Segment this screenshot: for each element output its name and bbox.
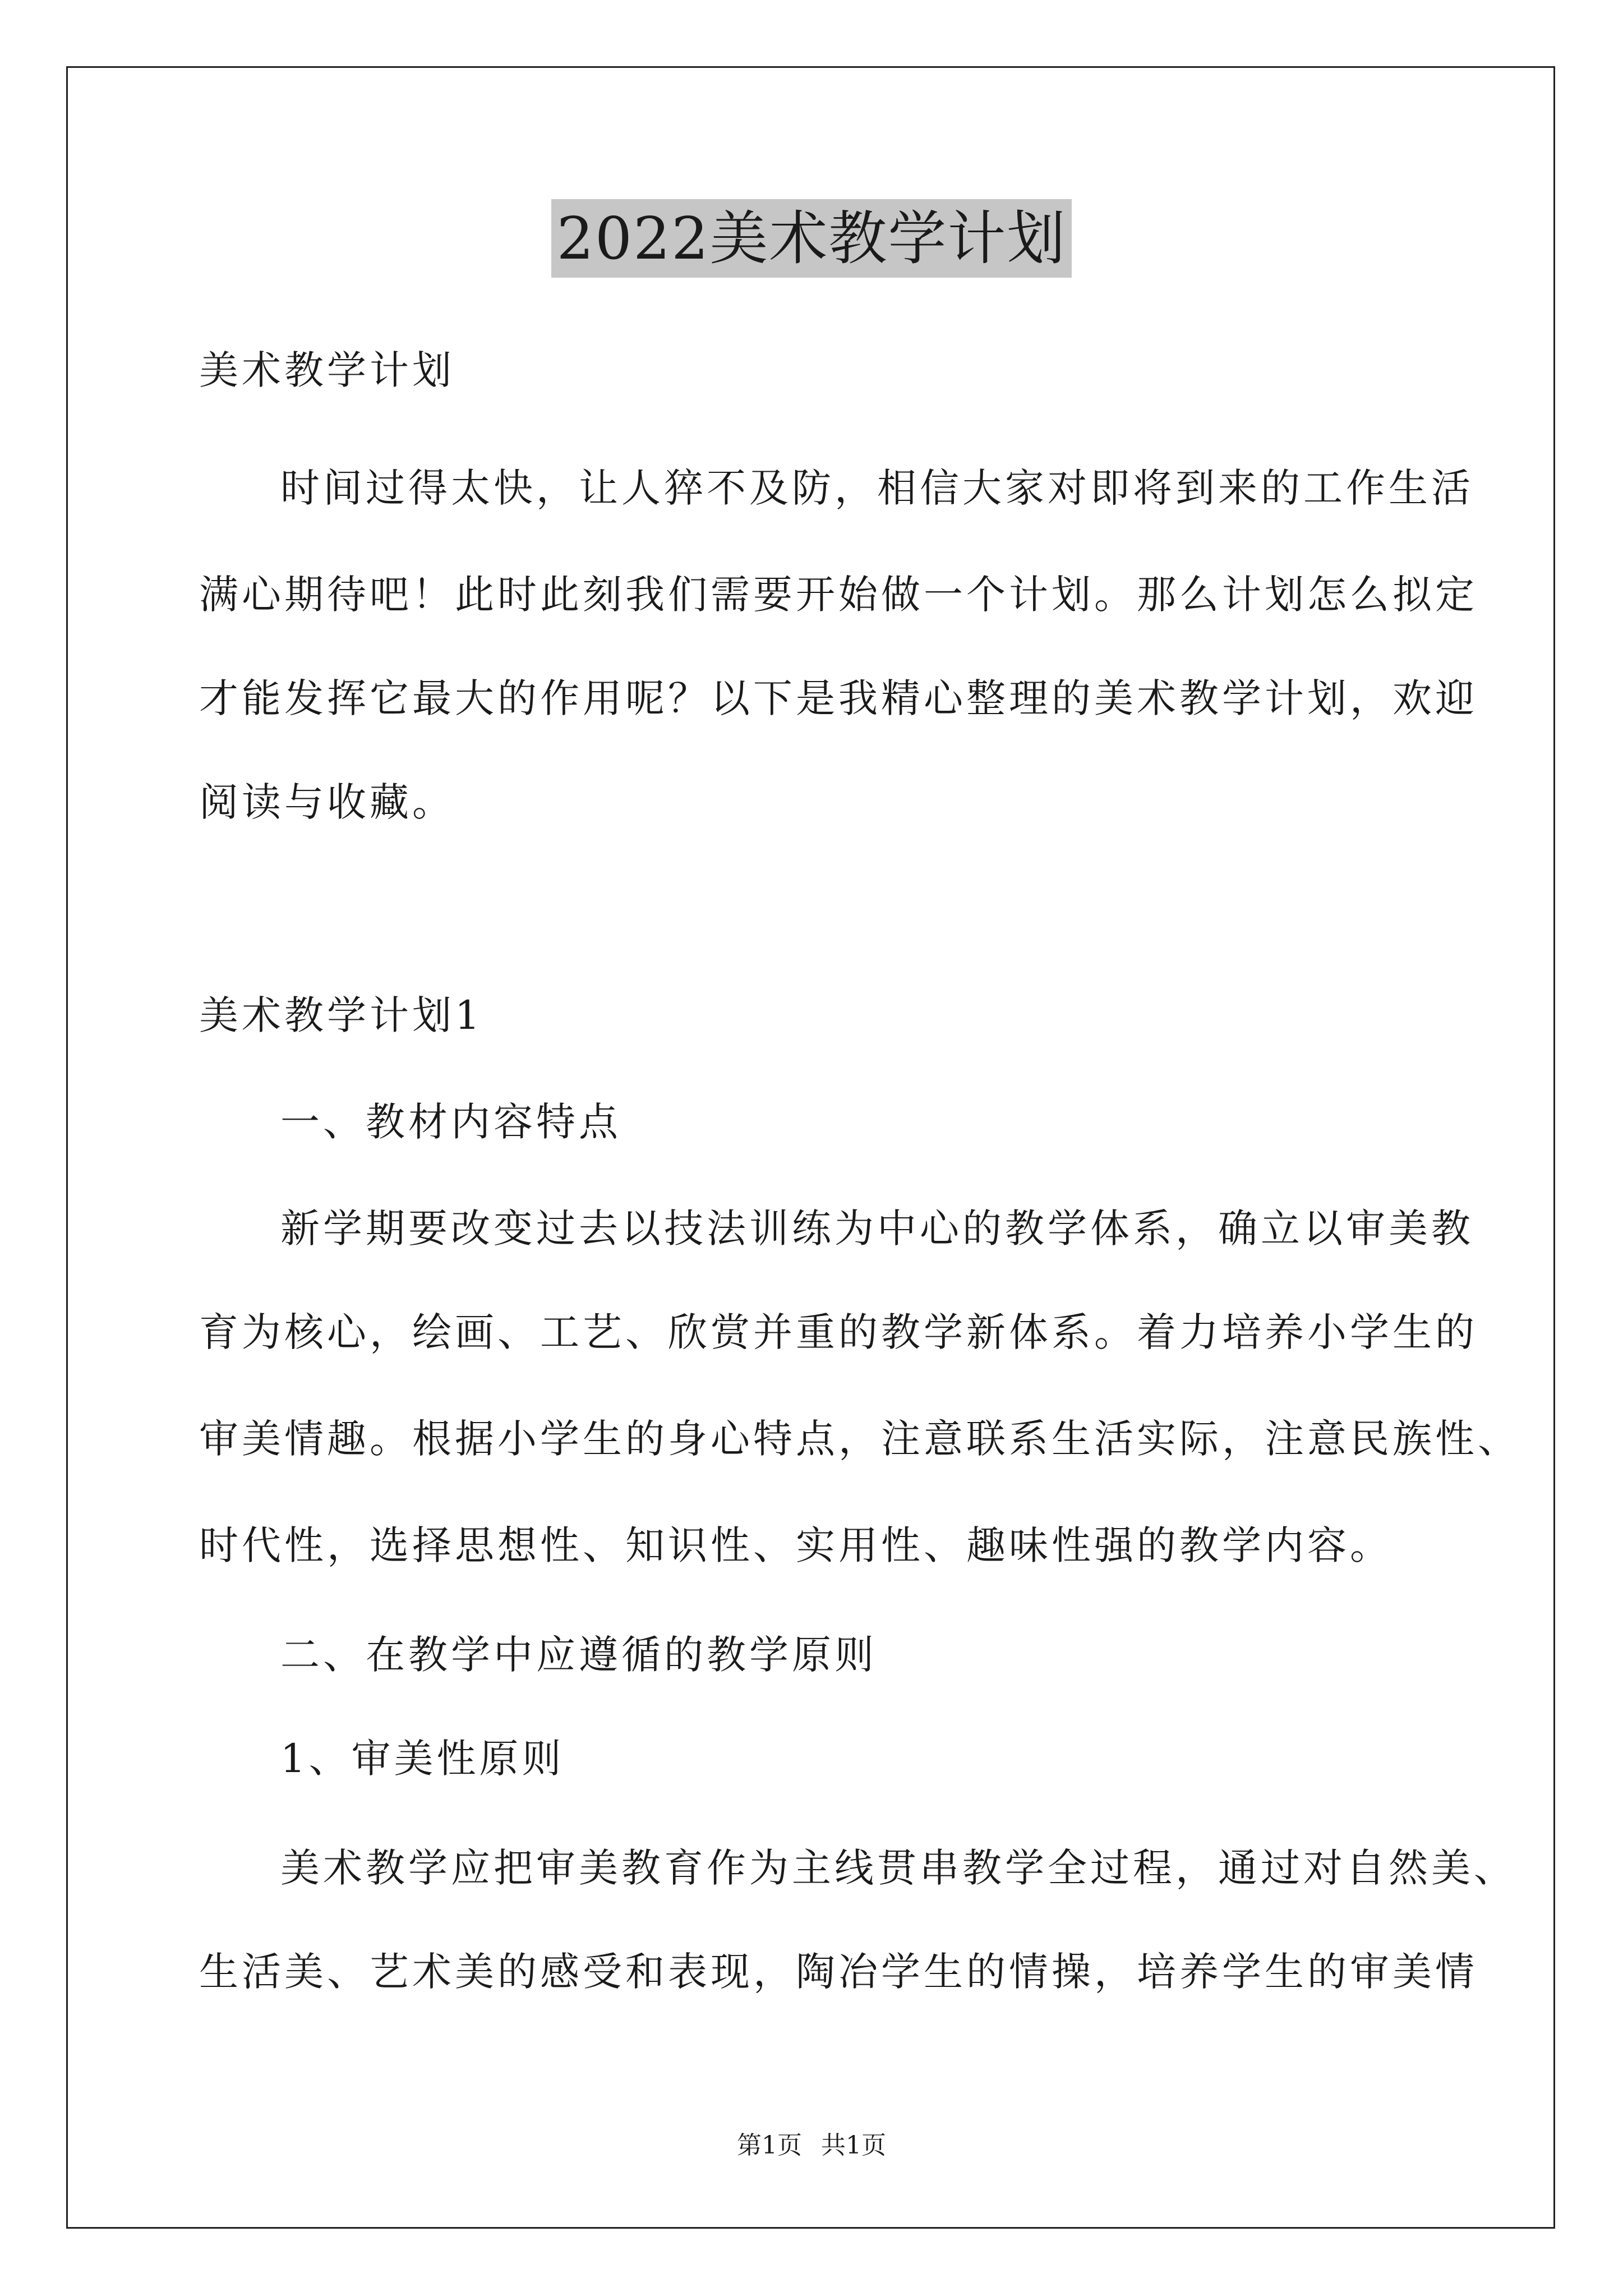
paragraph-line: 阅读与收藏。 (199, 779, 455, 825)
subsection-heading: 二、在教学中应遵循的教学原则 (280, 1632, 877, 1678)
paragraph-line: 育为核心，绘画、工艺、欣赏并重的教学新体系。着力培养小学生的 (199, 1309, 1478, 1355)
paragraph-line: 新学期要改变过去以技法训练为中心的教学体系，确立以审美教 (280, 1205, 1474, 1251)
paragraph-line: 生活美、艺术美的感受和表现，陶冶学生的情操，培养学生的审美情 (199, 1949, 1478, 1995)
title-container (0, 199, 1623, 278)
subsection-heading: 1、审美性原则 (280, 1736, 565, 1782)
page-number-current: 第1页 (737, 2131, 802, 2160)
section-heading: 美术教学计划1 (199, 992, 483, 1038)
document-title: 2022美术教学计划 (551, 199, 1072, 278)
paragraph-line: 审美情趣。根据小学生的身心特点，注意联系生活实际，注意民族性、 (199, 1416, 1520, 1462)
subsection-heading: 一、教材内容特点 (280, 1099, 621, 1145)
page-number-total: 共1页 (821, 2131, 886, 2160)
paragraph-line: 满心期待吧！此时此刻我们需要开始做一个计划。那么计划怎么拟定 (199, 572, 1478, 618)
paragraph-line: 才能发挥它最大的作用呢？以下是我精心整理的美术教学计划，欢迎 (199, 675, 1478, 721)
section-heading: 美术教学计划 (199, 347, 455, 393)
paragraph-line: 时代性，选择思想性、知识性、实用性、趣味性强的教学内容。 (199, 1522, 1393, 1568)
paragraph-line: 时间过得太快，让人猝不及防，相信大家对即将到来的工作生活 (280, 465, 1474, 511)
paragraph-line: 美术教学应把审美教育作为主线贯串教学全过程，通过对自然美、 (280, 1845, 1516, 1891)
page-footer (0, 2129, 1623, 2162)
